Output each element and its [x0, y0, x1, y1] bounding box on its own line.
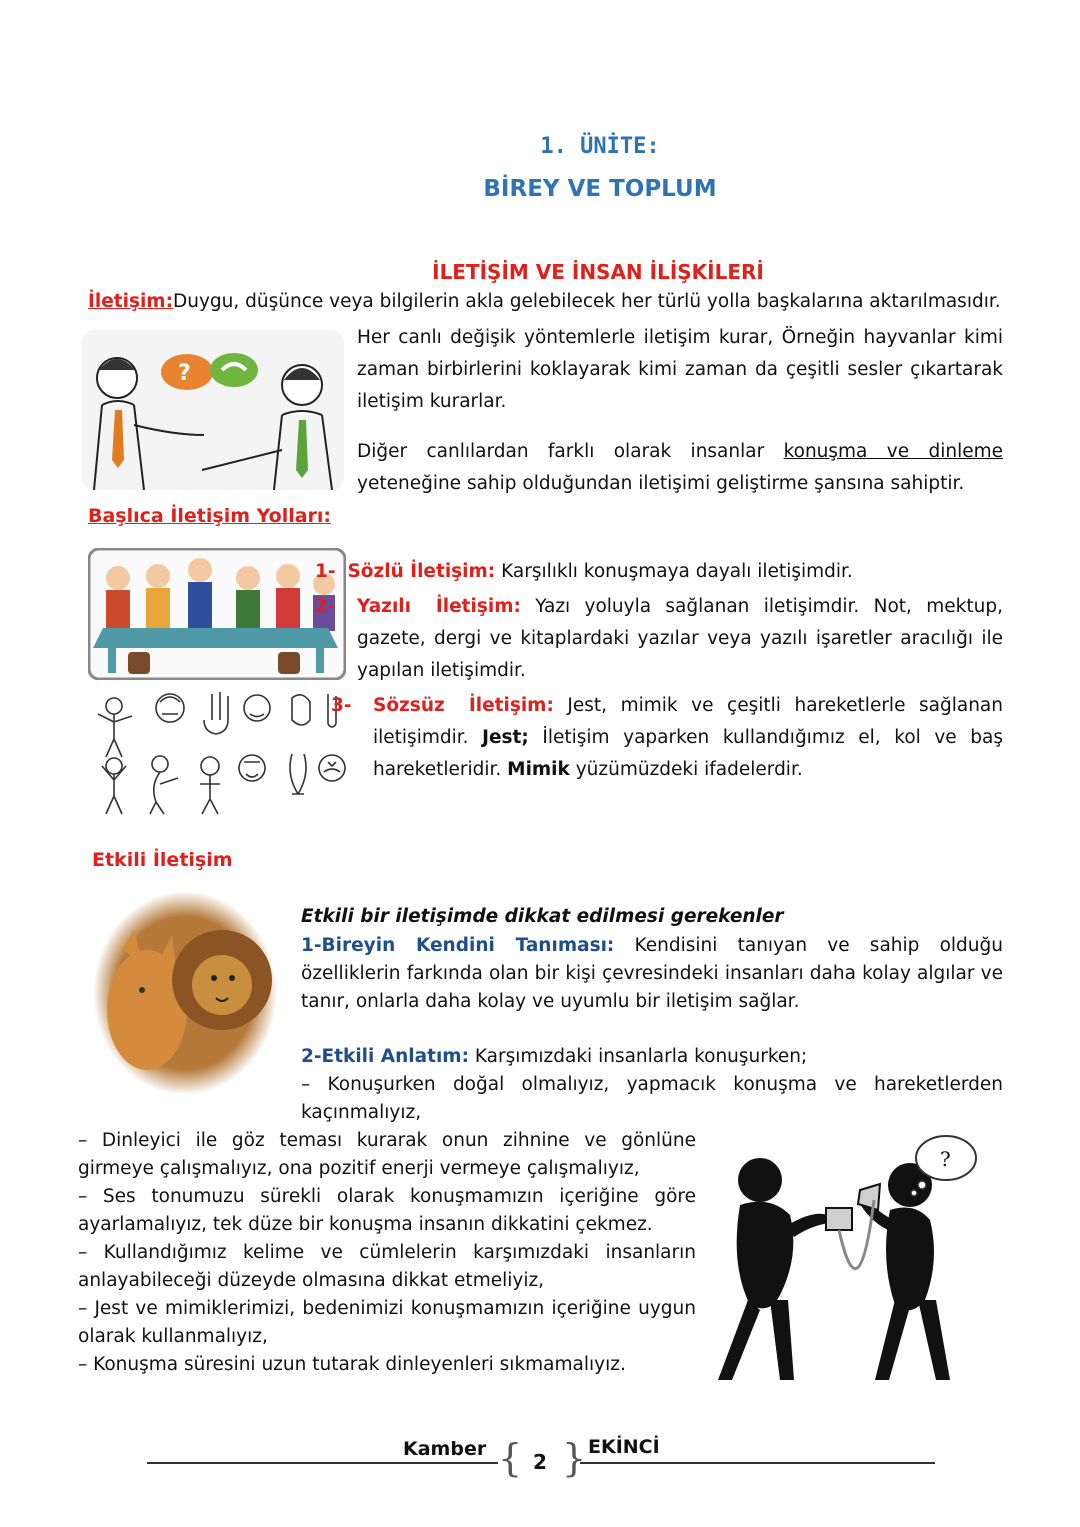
paragraph-humans: [357, 436, 1003, 500]
effective-subheading: Etkili bir iletişimde dikkat edilmesi gerekenler: [301, 906, 784, 927]
way-item-written: [357, 591, 1003, 687]
meeting-illustration: [88, 548, 346, 680]
effective-point-1: [301, 932, 1003, 1016]
author-last-name: EKİNCİ: [588, 1436, 664, 1458]
two-men-talking-illustration: [82, 330, 344, 490]
paragraph-humans-b: yeteneğine sahip olduğundan iletişimi geliştirme şansına sahiptir.: [357, 473, 965, 494]
way-text-verbal: Karşılıklı konuşmaya dayalı iletişimdir.: [495, 561, 853, 582]
list-item: – Jest ve mimiklerimizi, bedenimizi konuşmamızın içeriğine uygun olarak kullanmalıyız,: [78, 1298, 696, 1347]
mimic-term: Mimik: [507, 759, 570, 780]
way-item-nonverbal: [373, 690, 1003, 786]
gesture-term: Jest;: [482, 727, 529, 748]
effective-bullet-list: [78, 1127, 696, 1379]
paragraph-animals: Her canlı değişik yöntemlerle iletişim kurar, Örneğin hayvanlar kimi zaman birbirlerini koklayarak kimi zaman da çeşitli sesler çıkartarak iletişim kurarlar.: [357, 327, 1003, 412]
ways-heading: Başlıca İletişim Yolları:: [88, 505, 332, 527]
svg-text:?: ?: [940, 1147, 951, 1171]
page-number: 2: [533, 1450, 547, 1474]
definition-text: Duygu, düşünce veya bilgilerin akla gelebilecek her türlü yolla başkalarına aktarılmasıdır.: [172, 291, 1001, 312]
svg-text:?: ?: [178, 361, 191, 386]
author-first-name: Kamber: [403, 1438, 490, 1460]
unit-number: 1. ÜNİTE:: [540, 134, 660, 159]
list-item: – Ses tonumuzu sürekli olarak konuşmamızın içeriğine göre ayarlamalıyız, tek düze bir konuşma insanın dikkatini çekmez.: [78, 1186, 696, 1235]
effective-heading: Etkili İletişim: [92, 849, 233, 871]
way-term-nonverbal: Sözsüz İletişim:: [373, 695, 554, 716]
effective-point-2-term: 2-Etkili Anlatım:: [301, 1046, 469, 1067]
way-text-nonverbal-3: yüzümüzdeki ifadelerdir.: [569, 759, 803, 780]
way-number-3: 3-: [331, 695, 352, 716]
way-text-nonverbal-2: İletişim yaparken kullandığımız el, kol ve baş hareketleridir.: [373, 727, 1003, 780]
left-bracket-icon: {: [498, 1436, 523, 1480]
definition-line: [88, 291, 1018, 312]
way-text-nonverbal-1: Jest, mimik ve çeşitli hareketlerle sağlanan iletişimdir.: [373, 695, 1003, 748]
effective-point-2: [301, 1043, 1003, 1071]
list-item: – Dinleyici ile göz teması kurarak onun zihnine ve gönlüne girmeye çalışmalıyız, ona pozitif enerji vermeye çalışmalıyız,: [78, 1130, 696, 1179]
effective-bullet-natural: – Konuşurken doğal olmalıyız, yapmacık konuşma ve hareketlerden kaçınmalıyız,: [301, 1074, 1003, 1123]
way-text-written: Yazı yoluyla sağlanan iletişimdir. Not, mektup, gazete, dergi ve kitaplardaki yazılar veya yazılı işaretler aracılığı ile yapılan iletişimdir.: [357, 596, 1003, 681]
list-item: – Kullandığımız kelime ve cümlelerin karşımızdaki insanların anlayabileceği düzeyde olmasına dikkat etmeliyiz,: [78, 1242, 696, 1291]
way-term-verbal: Sözlü İletişim:: [347, 561, 496, 582]
paragraph-humans-a: Diğer canlılardan farklı olarak insanlar: [357, 441, 784, 462]
cat-lion-illustration: [92, 890, 278, 1096]
section-heading: İLETİŞİM VE İNSAN İLİŞKİLERİ: [432, 260, 764, 284]
definition-term: İletişim:: [88, 291, 173, 312]
effective-point-2-text: Karşımızdaki insanlarla konuşurken;: [468, 1046, 808, 1067]
way-item-verbal: [315, 556, 1005, 588]
tin-can-phone-illustration: [700, 1130, 1020, 1392]
list-item: – Konuşma süresini uzun tutarak dinleyenleri sıkmamalıyız.: [78, 1354, 626, 1375]
gestures-illustration: [92, 684, 354, 816]
effective-point-1-term: 1-Bireyin Kendini Tanıması:: [301, 935, 615, 956]
way-number-1: 1-: [315, 561, 336, 582]
page-bracket: [498, 1436, 587, 1484]
paragraph-humans-underline: konuşma ve dinleme: [783, 441, 1003, 462]
right-bracket-icon: }: [562, 1436, 587, 1480]
unit-title: BİREY VE TOPLUM: [483, 176, 717, 202]
effective-point-1-text: Kendisini tanıyan ve sahip olduğu özelliklerin farkında olan bir kişi çevresindeki insanları daha kolay algılar ve tanır, onlarla daha kolay ve uyumlu bir iletişim sağlar.: [301, 935, 1003, 1012]
way-number-2: 2-: [315, 596, 336, 617]
way-term-written: Yazılı İletişim:: [357, 596, 521, 617]
